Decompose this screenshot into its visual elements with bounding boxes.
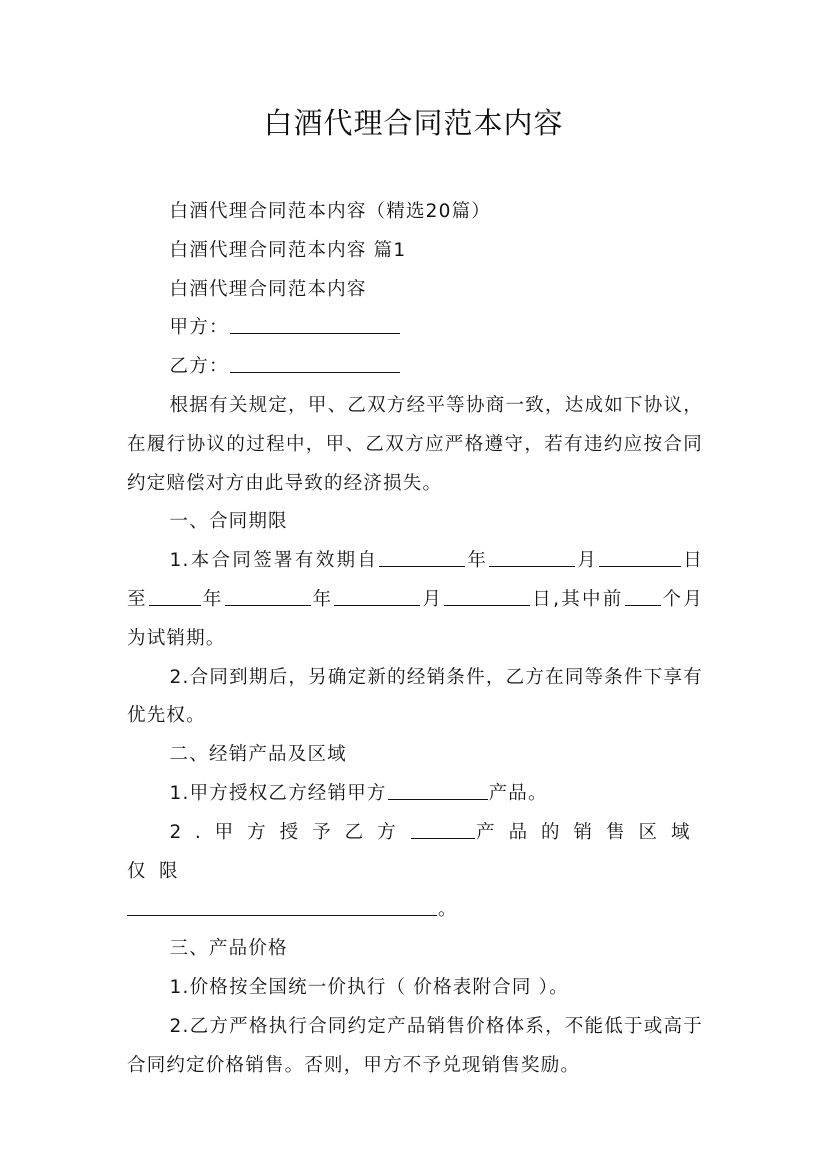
- party-b-label: 乙方：: [169, 356, 229, 378]
- party-b-line: [127, 348, 703, 387]
- year-label: 年: [466, 550, 489, 572]
- clause-products-2: [127, 814, 703, 930]
- paragraph-subtitle: 白酒代理合同范本内容（精选20篇）: [169, 201, 491, 222]
- blank-start-month: [489, 548, 575, 567]
- month-label-2: 月: [421, 588, 444, 610]
- clause-products-2-end: 。: [438, 899, 458, 921]
- blank-start-day: [599, 548, 681, 567]
- year-label-2: 年: [201, 588, 224, 610]
- blank-product-2: [411, 820, 475, 839]
- clause-price-2: 2.乙方严格执行合同约定产品销售价格体系，不能低于或高于合同约定价格销售。否则，甲方不予兑现销售奖励。: [127, 1015, 703, 1076]
- party-b-blank: [230, 354, 400, 373]
- clause-term-1: [127, 542, 703, 658]
- clause-products-1: [127, 775, 703, 814]
- blank-start-year: [379, 548, 465, 567]
- party-a-label: 甲方：: [169, 317, 229, 339]
- paragraph-contract-name: 白酒代理合同范本内容: [169, 278, 367, 300]
- party-a-line: [127, 309, 703, 348]
- trial-prefix: 日,其中前: [531, 588, 624, 610]
- party-a-blank: [230, 315, 400, 334]
- blank-product: [388, 781, 488, 800]
- clause-products-2-line2: [127, 891, 703, 930]
- blank-end-day: [444, 587, 530, 606]
- blank-end-year: [149, 587, 201, 606]
- heading-products-region: 二、经销产品及区域: [169, 744, 347, 766]
- clause-products-2-text: 2.甲方授予乙方: [169, 821, 410, 843]
- paragraph-agreement-intro: 根据有关规定，甲、乙双方经平等协商一致，达成如下协议，在履行协议的过程中，甲、乙双方应严格遵守，若有违约应按合同约定赔偿对方由此导致的经济损失。: [127, 394, 703, 494]
- trial-suffix: 个月为试销期。: [127, 588, 704, 649]
- heading-product-price: 三、产品价格: [169, 938, 288, 960]
- day-to-label: 日至: [127, 550, 704, 610]
- heading-contract-term: 一、合同期限: [169, 511, 288, 533]
- paragraph-section-heading: 白酒代理合同范本内容 篇1: [169, 239, 407, 261]
- document-body: [127, 193, 703, 1085]
- blank-end-year-2: [225, 587, 311, 606]
- blank-end-month: [334, 587, 420, 606]
- clause-products-1-text: 1.甲方授权乙方经销甲方: [169, 782, 387, 804]
- month-label: 月: [576, 550, 599, 572]
- blank-sales-region: [127, 897, 437, 916]
- clause-products-1-suffix: 产品。: [488, 782, 548, 804]
- blank-trial-months: [625, 587, 661, 606]
- clause-term-1-text: 1.本合同签署有效期自: [169, 550, 379, 572]
- clause-term-2: 2.合同到期后，另确定新的经销条件，乙方在同等条件下享有优先权。: [127, 666, 703, 727]
- clause-price-1: 1.价格按全国统一价执行（ 价格表附合同 ）。: [169, 976, 569, 998]
- document-title: 白酒代理合同范本内容: [263, 106, 564, 140]
- year-label-3: 年: [311, 588, 334, 610]
- clause-products-2-middle: 产品的销售区域仅限: [127, 821, 703, 882]
